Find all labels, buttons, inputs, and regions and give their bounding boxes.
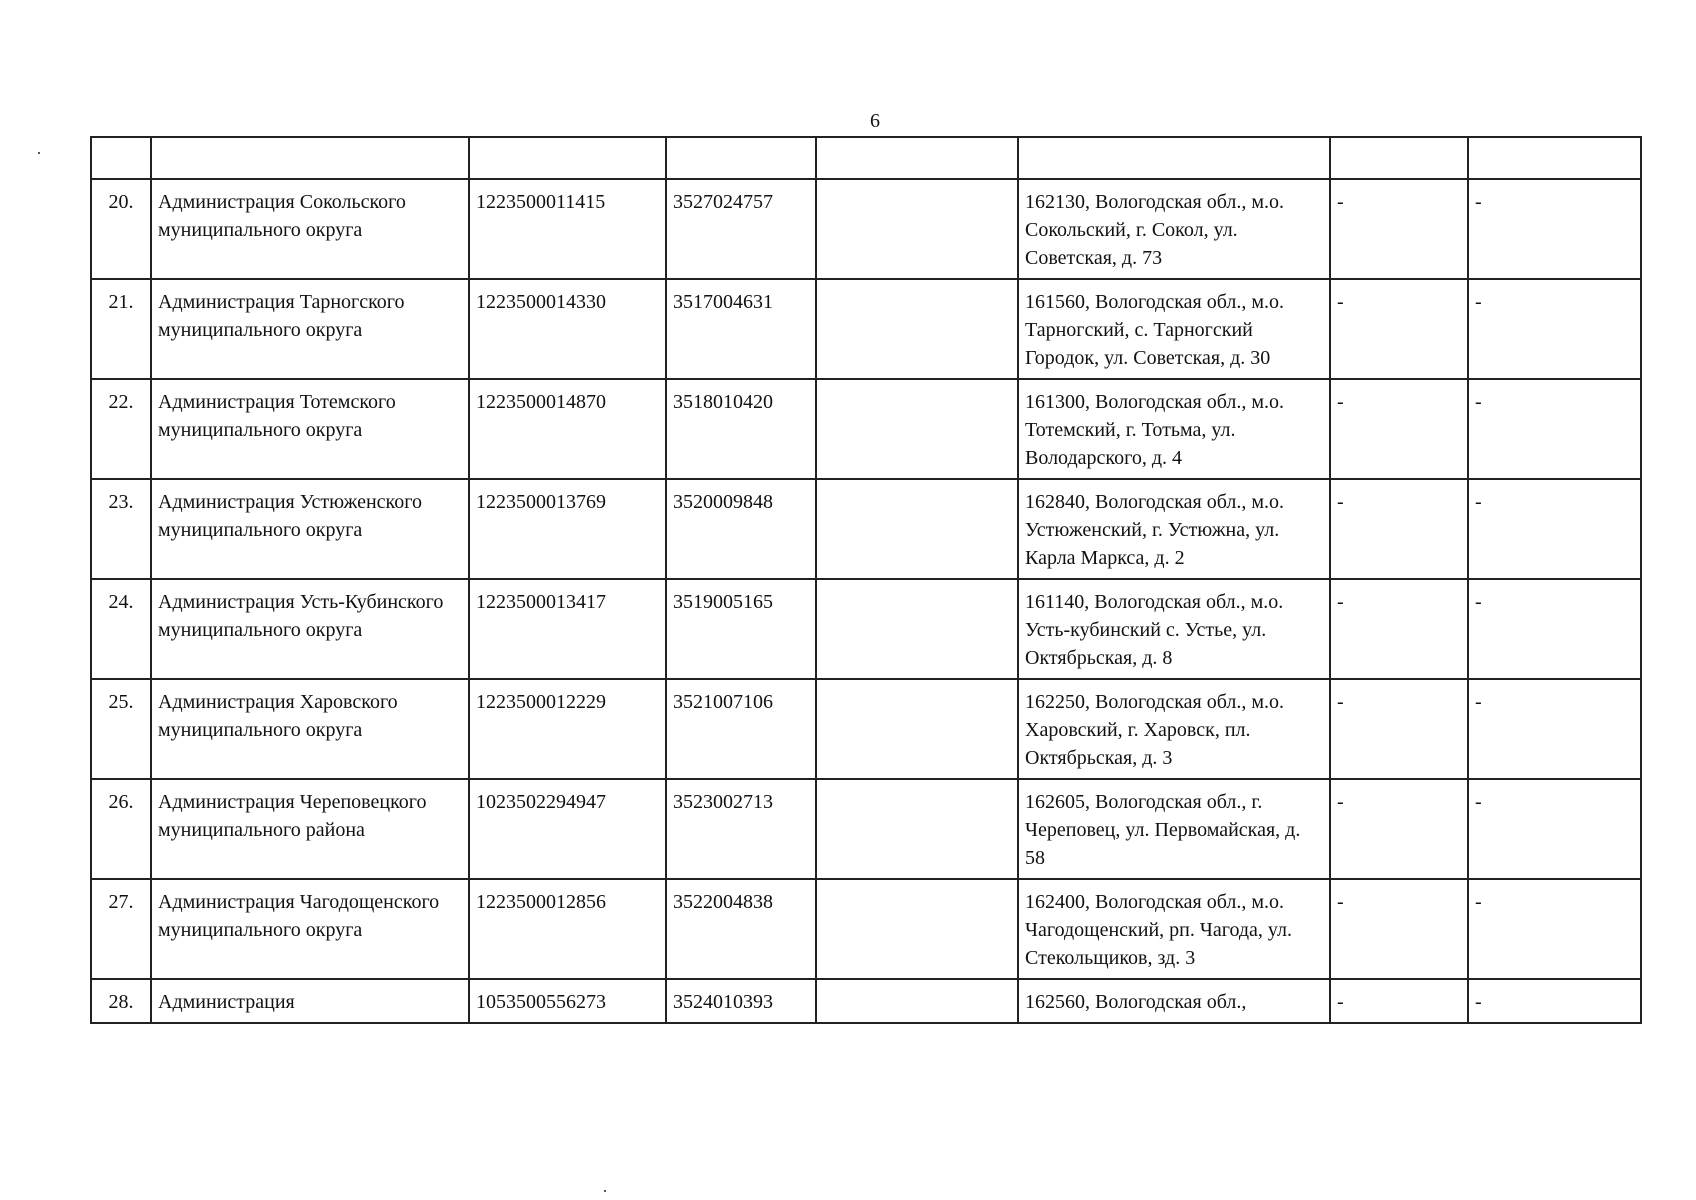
table-row [91,879,1641,979]
address: 161300, Вологодская обл., м.о. Тотемский, г. Тотьма, ул. Володарского, д. 4 [1018,379,1330,479]
col8-value: - [1468,579,1641,679]
col7-value: - [1330,479,1468,579]
extra-cell [816,279,1018,379]
extra-cell [816,179,1018,279]
organization-name: Администрация Усть-Кубинского муниципального округа [151,579,469,679]
inn-code: 3524010393 [666,979,816,1023]
row-number: 21. [91,279,151,379]
col8-value: - [1468,479,1641,579]
header-cell-col7 [1330,137,1468,179]
address: 162400, Вологодская обл., м.о. Чагодощенский, рп. Чагода, ул. Стекольщиков, зд. 3 [1018,879,1330,979]
header-cell-address [1018,137,1330,179]
table-header-row [91,137,1641,179]
row-number: 20. [91,179,151,279]
ogrn-code: 1053500556273 [469,979,666,1023]
col7-value: - [1330,679,1468,779]
col7-value: - [1330,879,1468,979]
header-cell-ogrn [469,137,666,179]
inn-code: 3518010420 [666,379,816,479]
inn-code: 3527024757 [666,179,816,279]
address: 162605, Вологодская обл., г. Череповец, ул. Первомайская, д. 58 [1018,779,1330,879]
row-number: 24. [91,579,151,679]
registry-table [90,136,1642,1024]
extra-cell [816,379,1018,479]
ogrn-code: 1223500012856 [469,879,666,979]
header-cell-extra [816,137,1018,179]
ogrn-code: 1223500012229 [469,679,666,779]
organization-name: Администрация Сокольского муниципального округа [151,179,469,279]
header-cell-col8 [1468,137,1641,179]
inn-code: 3520009848 [666,479,816,579]
page-number: 6 [870,110,880,132]
header-cell-num [91,137,151,179]
inn-code: 3519005165 [666,579,816,679]
address: 162560, Вологодская обл., [1018,979,1330,1023]
organization-name: Администрация Устюженского муниципального округа [151,479,469,579]
col8-value: - [1468,279,1641,379]
col7-value: - [1330,279,1468,379]
col7-value: - [1330,379,1468,479]
scan-speck [604,1190,606,1192]
organization-name: Администрация Чагодощенского муниципального округа [151,879,469,979]
table-row [91,679,1641,779]
ogrn-code: 1223500011415 [469,179,666,279]
inn-code: 3522004838 [666,879,816,979]
address: 161560, Вологодская обл., м.о. Тарногский, с. Тарногский Городок, ул. Советская, д. 30 [1018,279,1330,379]
ogrn-code: 1223500013417 [469,579,666,679]
address: 162130, Вологодская обл., м.о. Сокольский, г. Сокол, ул. Советская, д. 73 [1018,179,1330,279]
table-body [91,137,1641,1023]
col8-value: - [1468,179,1641,279]
inn-code: 3523002713 [666,779,816,879]
row-number: 22. [91,379,151,479]
organization-name: Администрация Тарногского муниципального округа [151,279,469,379]
ogrn-code: 1223500014330 [469,279,666,379]
row-number: 27. [91,879,151,979]
row-number: 23. [91,479,151,579]
organization-name: Администрация [151,979,469,1023]
organization-name: Администрация Тотемского муниципального округа [151,379,469,479]
scan-speck [38,152,40,154]
row-number: 26. [91,779,151,879]
table-row [91,779,1641,879]
organization-name: Администрация Харовского муниципального округа [151,679,469,779]
inn-code: 3521007106 [666,679,816,779]
col8-value: - [1468,379,1641,479]
extra-cell [816,479,1018,579]
table-row [91,279,1641,379]
col8-value: - [1468,979,1641,1023]
extra-cell [816,879,1018,979]
row-number: 28. [91,979,151,1023]
inn-code: 3517004631 [666,279,816,379]
address: 162840, Вологодская обл., м.о. Устюженский, г. Устюжна, ул. Карла Маркса, д. 2 [1018,479,1330,579]
extra-cell [816,979,1018,1023]
col7-value: - [1330,779,1468,879]
col7-value: - [1330,579,1468,679]
col7-value: - [1330,979,1468,1023]
address: 161140, Вологодская обл., м.о. Усть-кубинский с. Устье, ул. Октябрьская, д. 8 [1018,579,1330,679]
table-row [91,379,1641,479]
extra-cell [816,579,1018,679]
col7-value: - [1330,179,1468,279]
row-number: 25. [91,679,151,779]
col8-value: - [1468,779,1641,879]
header-cell-name [151,137,469,179]
table-row [91,179,1641,279]
organization-name: Администрация Череповецкого муниципального района [151,779,469,879]
extra-cell [816,679,1018,779]
ogrn-code: 1223500013769 [469,479,666,579]
col8-value: - [1468,679,1641,779]
ogrn-code: 1223500014870 [469,379,666,479]
table-row [91,979,1641,1023]
address: 162250, Вологодская обл., м.о. Харовский, г. Харовск, пл. Октябрьская, д. 3 [1018,679,1330,779]
table-row [91,479,1641,579]
ogrn-code: 1023502294947 [469,779,666,879]
table-row [91,579,1641,679]
extra-cell [816,779,1018,879]
header-cell-inn [666,137,816,179]
col8-value: - [1468,879,1641,979]
